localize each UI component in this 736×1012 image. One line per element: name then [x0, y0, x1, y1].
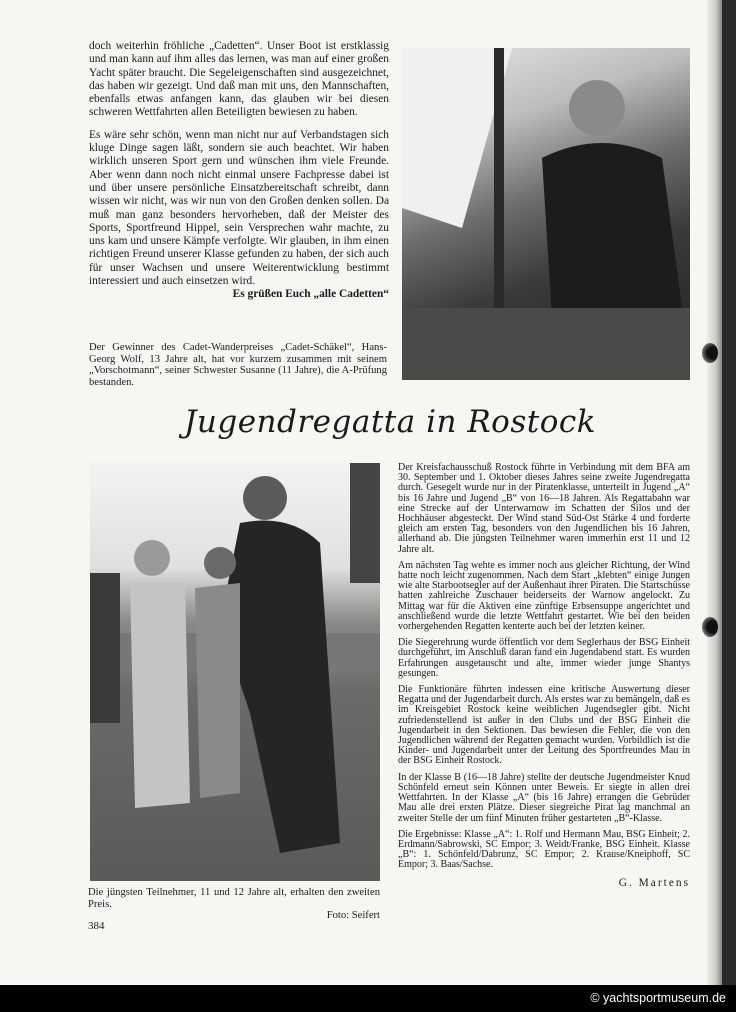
photo-prize-ceremony: [90, 463, 380, 881]
paragraph: Die Siegerehrung wurde öffentlich vor dem Seglerhaus der BSG Einheit durchgeführt, im Anschluß daran fand ein Jugendabend statt. Es wurden Erfahrungen ausgetauscht und alte, immer wieder junge Shantys gesungen.: [398, 637, 690, 679]
paragraph: Es wäre sehr schön, wenn man nicht nur auf Verbandstagen sich kluge Dinge sagen läßt, sondern sie auch beachtet. Wir haben wirklich unseren Sport gern und wünschen ihm viele Freunde. Aber wenn dann noch nicht einmal unsere Fachpresse dabei ist und über unsere persönliche Einsatzbereitschaft schreibt, dann wissen wir nicht, was wir nun von den Großen denken sollen. Da muß man ganz besonders hervorheben, daß der Meister des Sports, Sportfreund Hippel, sein Versprechen wahr machte, zu uns kam und unsere Kämpfe verfolgte. Wir glauben, in ihm einen richtigen Freund unserer Klasse gefunden zu haben, der sich auch für unser Wachsen und unsere Weiterentwicklung bestimmt interessiert und auch einsetzen wird.: [89, 128, 389, 288]
photo-prize-ceremony-image: [90, 463, 380, 881]
binder-hole: [702, 343, 718, 363]
article-top-text: [89, 40, 389, 302]
paragraph: Am nächsten Tag wehte es immer noch aus gleicher Richtung, der Wind hatte noch leicht zugenommen. Nach dem Start „klebten“ einige Jungen wie alte Starbootsegler auf der Außenhaut ihrer Piraten. Die Startschüsse hatten zahlreiche Zuschauer beiderseits der Warnow angelockt. Zu Mittag war für die Aktiven eine zünftige Erbsensuppe angerichtet und anschließend wurde die letzte Wettfahrt gestartet. Wie bei den beiden vorhergehenden Regatten kenterte auch bei der letzten keiner.: [398, 559, 690, 633]
paragraph: Die Funktionäre führten indessen eine kritische Auswertung dieser Regatta und der Jugendarbeit durch. Als erstes war zu bemängeln, daß es im Kreisgebiet Rostock keine weiblichen Jugendsegler gibt. Nicht zufriedenstellend ist außer in den Clubs und der BSG Einheit die Jugendarbeit in den Sektionen. Das bewiesen die Fehler, die von den Jugendlichen während der Regatten gemacht wurden. Vorbildlich ist die Kinder- und Jugendarbeit unter der Leitung des Sportfreundes Mau in der BSG Einheit Rostock.: [398, 684, 690, 767]
watermark-text: © yachtsportmuseum.de: [590, 991, 726, 1005]
binder-hole: [702, 617, 718, 637]
author: G. Martens: [618, 876, 690, 889]
paragraph: Der Kreisfachausschuß Rostock führte in Verbindung mit dem BFA am 30. September und 1. Oktober dieses Jahres seine zweite Jugendregatta durch. Gesegelt wurde nur in der Piratenklasse, unterteilt in Jugend „A“ bis 16 Jahre und Jugend „B“ von 16—18 Jahren. Als Regattabahn war eine Strecke auf der Unterwarnow im Schatten der Silos und der Hochhäuser abgesteckt. Der Wind stand Süd-Ost Stärke 4 und forderte gleich am ersten Tag, besonders von den Jugendlichen bis 16 Jahren, allerhand ab. Die jüngsten Teilnehmer waren immerhin erst 11 und 12 Jahre alt.: [398, 462, 690, 555]
photo-boy-on-boat: [402, 48, 690, 380]
page-number: 384: [88, 920, 105, 932]
page-edge-shadow: [706, 0, 722, 985]
photo-caption-bottom: Die jüngsten Teilnehmer, 11 und 12 Jahre alt, erhalten den zweiten Preis. Foto: Seifert: [88, 887, 380, 921]
signature: Es grüßen Euch „alle Cadetten“: [232, 288, 389, 301]
photo-caption-top: Der Gewinner des Cadet-Wanderpreises „Cadet-Schäkel“, Hans-Georg Wolf, 13 Jahre alt, hat vor kurzem zusammen mit seinem „Vorschotmann“, seiner Schwester Susanne (11 Jahre), die A-Prüfung bestanden.: [89, 342, 387, 388]
photo-boy-on-boat-image: [402, 48, 690, 380]
paragraph: doch weiterhin fröhliche „Cadetten“. Unser Boot ist erstklassig und man kann auf ihm alles das lernen, was man auf einer großen Yacht später braucht. Die Segeleigenschaften sind ausgezeichnet, das haben wir gezeigt. Und daß man mit uns, den Mannschaften, ebenfalls etwas anfangen kann, das glauben wir bei diesen schweren Wettfahrten allen Beteiligten bewiesen zu haben.: [89, 40, 389, 119]
article-text: [398, 463, 690, 890]
article-title: Jugendregatta in Rostock: [183, 404, 597, 440]
watermark-bar: [0, 985, 736, 1012]
paragraph: In der Klasse B (16—18 Jahre) stellte der deutsche Jugendmeister Knud Schönfeld erneut sein Können unter Beweis. Er siegte in allen drei Wettfahrten. In der Klasse „A“ (bis 16 Jahre) errangen die Gebrüder Mau alle drei ersten Plätze. Dieser siegreiche Pirat lag manchmal an zweiter Stelle der um fünf Minuten früher gestarteten „B“-Klasse.: [398, 771, 690, 824]
photo-credit: Foto: Seifert: [326, 910, 380, 921]
paragraph: Die Ergebnisse: Klasse „A“: 1. Rolf und Hermann Mau, BSG Einheit; 2. Erdmann/Sabrowski, SC Empor; 3. Weidt/Franke, BSG Einheit. Klasse „B“: 1. Schönfeld/Dabrunz, SC Empor; 2. Krause/Kneiphoff, SC Empor; 3. Baas/Sachse.: [398, 828, 690, 871]
